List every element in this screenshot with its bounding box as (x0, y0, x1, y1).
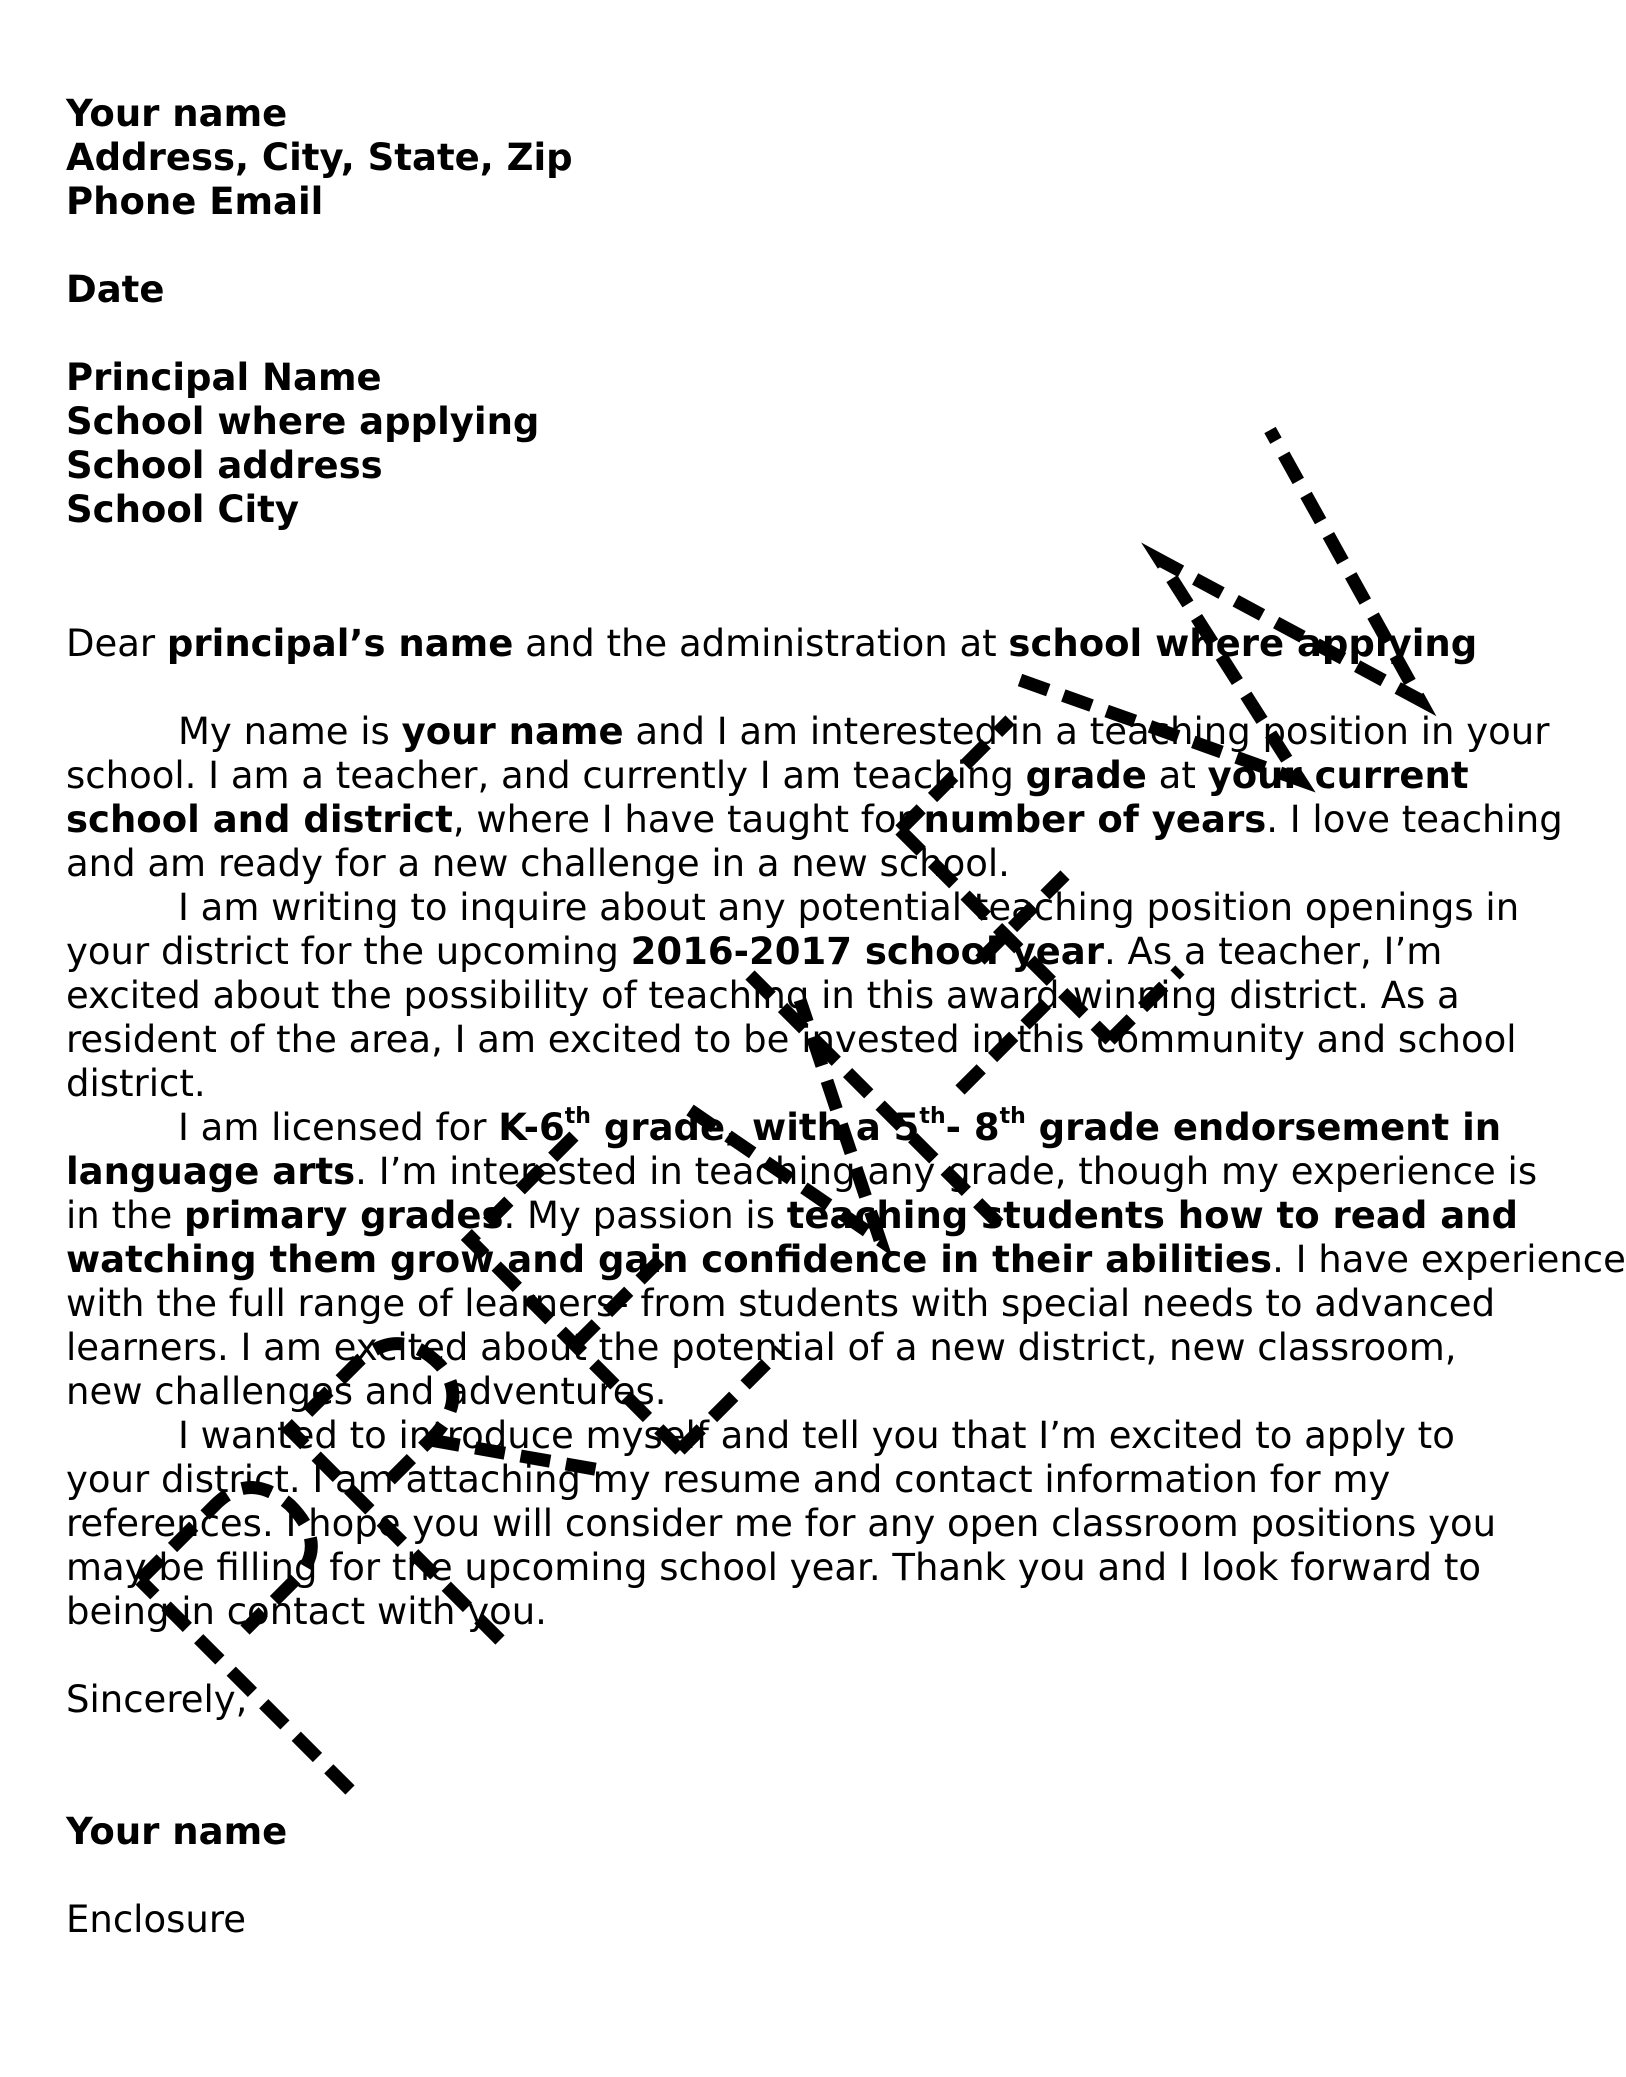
p2-line-1: I am writing to inquire about any potential teaching position openings in (178, 886, 1520, 929)
p1-years: number of years (923, 798, 1267, 841)
p1-text: at (1146, 754, 1208, 797)
p3-text: I am licensed for (178, 1106, 499, 1149)
p4-line-1: I wanted to introduce myself and tell you that I’m excited to apply to (178, 1414, 1455, 1457)
recipient-city: School City (66, 488, 299, 531)
p3-grade-range: K-6 (498, 1106, 565, 1149)
p2-line-4: resident of the area, I am excited to be invested in this community and school (66, 1018, 1517, 1061)
sender-address: Address, City, State, Zip (66, 136, 573, 179)
p1-text: and I am interested in a teaching position in your (623, 710, 1550, 753)
p1-text: school. I am a teacher, and currently I am teaching (66, 754, 1026, 797)
p3-line-6: learners. I am excited about the potential of a new district, new classroom, (66, 1326, 1457, 1369)
salutation-mid: and the administration at (513, 622, 1009, 665)
p1-school-district: school and district (66, 798, 453, 841)
p1-line-4: and am ready for a new challenge in a new school. (66, 842, 1010, 885)
p1-line-1 (66, 710, 1549, 754)
p3-text: . I have experience (1272, 1238, 1626, 1281)
p2-school-year: 2016-2017 school year (630, 930, 1104, 973)
p1-text: , where I have taught for (452, 798, 924, 841)
p4-line-2: your district. I am attaching my resume and contact information for my (66, 1458, 1391, 1501)
p3-line-2 (66, 1150, 1537, 1194)
sender-name: Your name (66, 92, 288, 135)
enclosure: Enclosure (66, 1898, 246, 1941)
p1-your-name: your name (401, 710, 624, 753)
closing: Sincerely, (66, 1678, 248, 1721)
recipient-school: School where applying (66, 400, 540, 443)
p3-passion: teaching students how to read and (786, 1194, 1519, 1237)
salutation (66, 622, 1477, 666)
salutation-school: school where applying (1008, 622, 1478, 665)
p3-line-7: new challenges and adventures. (66, 1370, 667, 1413)
p3-line-1 (66, 1103, 1502, 1150)
p2-text: your district for the upcoming (66, 930, 631, 973)
p3-line-5: with the full range of learners- from students with special needs to advanced (66, 1282, 1496, 1325)
signature-name: Your name (66, 1810, 288, 1853)
p3-line-4 (66, 1238, 1626, 1282)
p4-line-3: references. I hope you will consider me for any open classroom positions you (66, 1502, 1497, 1545)
salutation-dear: Dear (66, 622, 167, 665)
p4-line-4: may be filling for the upcoming school year. Thank you and I look forward to (66, 1546, 1481, 1589)
p3-grade-with: grade, with a 5 (590, 1106, 920, 1149)
p3-sup: th (999, 1103, 1026, 1129)
p3-primary-grades: primary grades (183, 1194, 504, 1237)
p3-text: in the (66, 1194, 184, 1237)
p4-line-5: being in contact with you. (66, 1590, 547, 1633)
p3-passion-cont: watching them grow and gain confidence in their abilities (66, 1238, 1273, 1281)
p2-line-5: district. (66, 1062, 206, 1105)
recipient-address: School address (66, 444, 383, 487)
p1-text: My name is (178, 710, 402, 753)
salutation-principal: principal’s name (166, 622, 514, 665)
p1-line-2 (66, 754, 1469, 798)
p3-text: . I’m interested in teaching any grade, though my experience is (355, 1150, 1538, 1193)
p2-line-2 (66, 930, 1442, 974)
recipient-principal: Principal Name (66, 356, 382, 399)
sender-contact: Phone Email (66, 180, 324, 223)
p3-line-3 (66, 1194, 1518, 1238)
p2-line-3: excited about the possibility of teaching in this award-winning district. As a (66, 974, 1460, 1017)
p3-grade-dash: - 8 (945, 1106, 1000, 1149)
p1-text: . I love teaching (1266, 798, 1563, 841)
p3-sup: th (564, 1103, 591, 1129)
p3-sup: th (919, 1103, 946, 1129)
p3-language-arts: language arts (66, 1150, 356, 1193)
p3-endorsement: grade endorsement in (1025, 1106, 1502, 1149)
p2-text: . As a teacher, I’m (1104, 930, 1443, 973)
p1-line-3 (66, 798, 1563, 842)
letter-date: Date (66, 268, 165, 311)
p1-current: your current (1207, 754, 1469, 797)
p3-text: . My passion is (503, 1194, 787, 1237)
p1-grade: grade (1025, 754, 1147, 797)
